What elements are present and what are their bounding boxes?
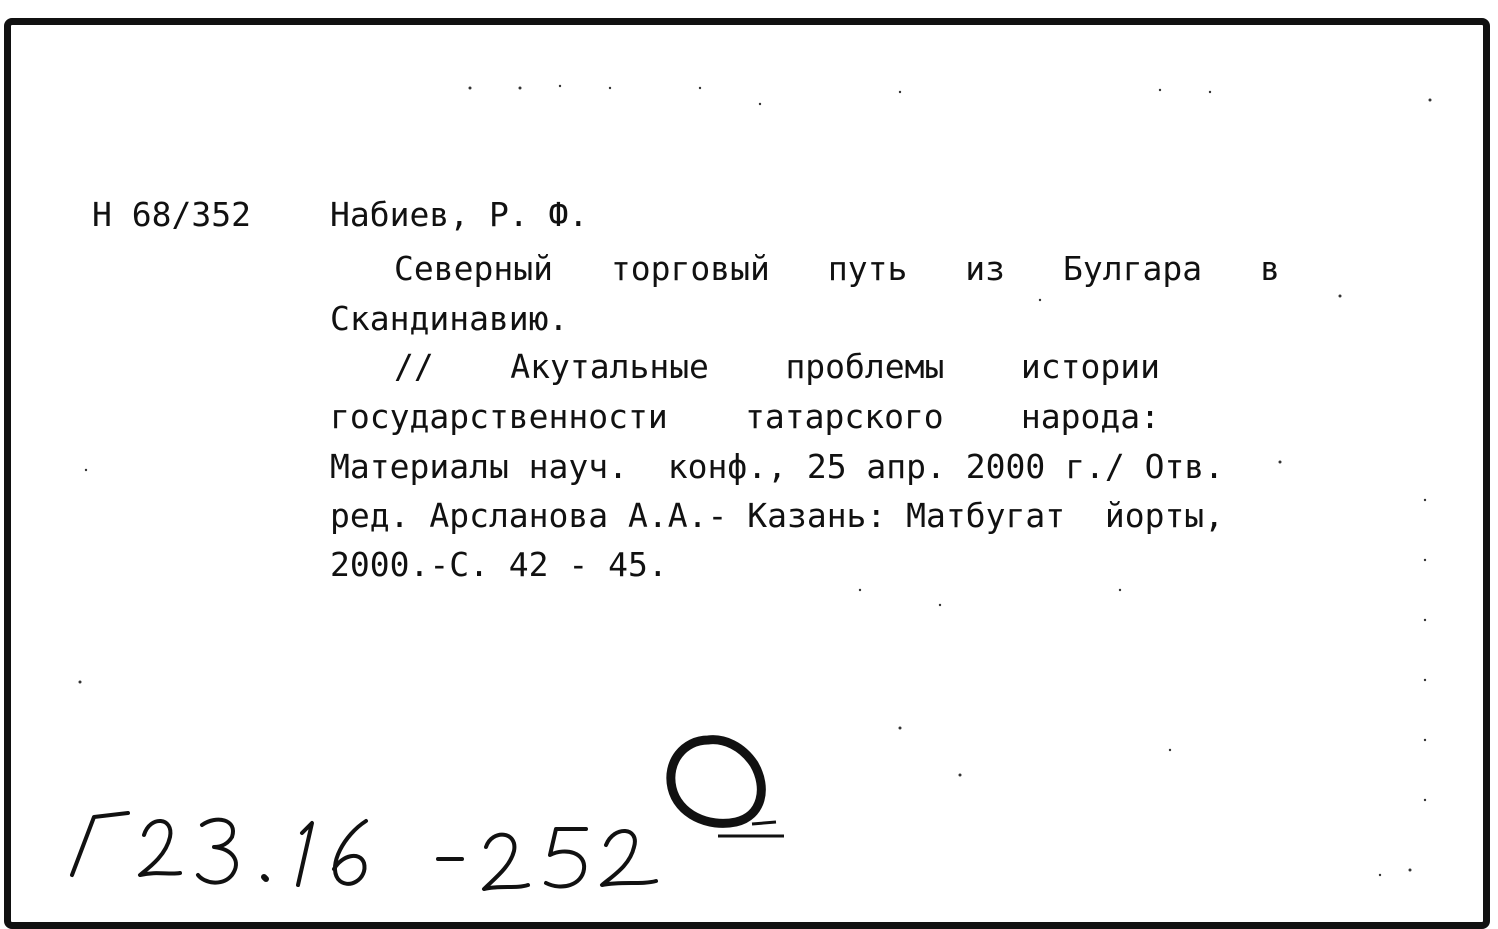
source-line-5: 2000.-С. 42 - 45.	[330, 545, 668, 584]
source-line-1	[330, 342, 1160, 391]
source-word: народа:	[1020, 397, 1160, 436]
shelf-mark: Н 68/352	[92, 195, 251, 234]
source-word: Акутальные	[510, 347, 709, 386]
title-word: из	[965, 249, 1006, 288]
source-word: татарского	[745, 397, 944, 436]
title-word: торговый	[610, 249, 770, 288]
source-word: проблемы	[785, 347, 945, 386]
circle-mark	[656, 732, 796, 842]
title-line-1	[330, 244, 1280, 293]
source-line-3: Материалы науч. конф., 25 апр. 2000 г./ Отв.	[330, 447, 1225, 486]
title-word: путь	[827, 249, 908, 288]
source-word: истории	[1020, 347, 1160, 386]
title-word: Булгара	[1063, 249, 1203, 288]
title-word: Северный	[394, 249, 553, 288]
source-line-2	[330, 392, 1160, 441]
title-word: в	[1260, 249, 1280, 288]
source-word: государственности	[330, 397, 668, 436]
title-line-2: Скандинавию.	[330, 299, 569, 338]
source-line-4: ред. Арсланова А.А.- Казань: Матбугат йорты,	[330, 496, 1225, 535]
source-word: //	[394, 347, 434, 386]
author-heading: Набиев, Р. Ф.	[330, 195, 589, 234]
